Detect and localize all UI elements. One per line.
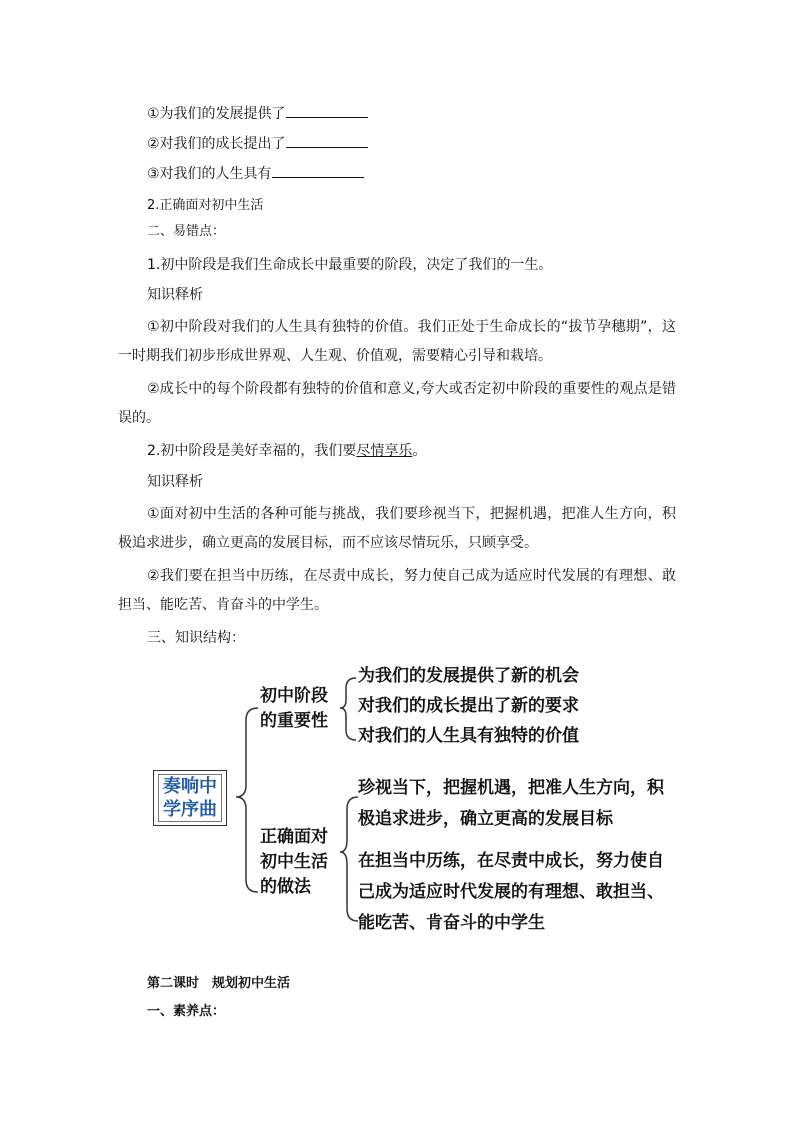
error-2-paragraph-2: ②我们要在担当中历练，在尽责中成长，努力使自己成为适应时代发展的有理想、敢担当、能吃苦、肯奋斗的中学生。 <box>118 568 676 613</box>
root-node <box>158 774 222 822</box>
branch2-leaf-1-line-1: 珍视当下，把握机遇，把准人生方向，积 <box>358 778 664 798</box>
branch2-node-line-3: 的做法 <box>260 877 311 897</box>
root-node-box <box>153 770 227 826</box>
heading-face-junior-life: 2.正确面对初中生活 <box>147 198 264 213</box>
branch2-leaf-1 <box>358 773 664 835</box>
branch1-leaf-3: 对我们的人生具有独特的价值 <box>358 726 579 746</box>
branch2-leaf-2-line-3: 能吃苦、肯奋斗的中学生 <box>358 913 545 933</box>
fill-item-1-text: ①为我们的发展提供了 <box>147 106 286 122</box>
fill-item-3-text: ③对我们的人生具有 <box>147 166 272 182</box>
error-2-title-prefix: 2.初中阶段是美好幸福的，我们要 <box>147 443 357 459</box>
fill-blank-3 <box>272 163 364 178</box>
error-2-analysis-label: 知识释析 <box>147 474 203 490</box>
root-node-line-1: 奏响中 <box>163 776 217 797</box>
branch1-node-line-2: 的重要性 <box>260 711 328 731</box>
fill-item-2-text: ②对我们的成长提出了 <box>147 136 286 152</box>
main-brace <box>236 708 258 892</box>
lesson2-title: 第二课时 规划初中生活 <box>147 976 291 991</box>
branch1-brace <box>340 678 356 740</box>
branch1-node-line-1: 初中阶段 <box>260 686 328 706</box>
error-1-paragraph-1: ①初中阶段对我们的人生具有独特的价值。我们正处于生命成长的“拔节孕穗期”，这一时期我们初步形成世界观、人生观、价值观，需要精心引导和栽培。 <box>118 319 676 364</box>
lesson2-section-1-title: 一、素养点： <box>147 1004 226 1019</box>
error-2-title <box>147 441 426 461</box>
branch2-leaf-1-line-2: 极追求进步，确立更高的发展目标 <box>358 809 613 829</box>
error-1-paragraph-2: ②成长中的每个阶段都有独特的价值和意义,夸大或否定初中阶段的重要性的观点是错误的。 <box>118 381 676 426</box>
branch1-leaf-2: 对我们的成长提出了新的要求 <box>358 696 579 716</box>
error-1-analysis-label: 知识释析 <box>147 287 203 303</box>
error-2-title-underlined: 尽情享乐 <box>356 443 413 459</box>
branch2-leaf-2-line-1: 在担当中历练，在尽责中成长，努力使自 <box>358 851 664 871</box>
branch1-leaf-1: 为我们的发展提供了新的机会 <box>358 666 579 686</box>
fill-item-1 <box>147 103 368 124</box>
fill-item-3 <box>147 163 364 184</box>
branch1-node <box>260 684 328 734</box>
branch2-brace <box>340 797 358 921</box>
branch2-leaf-2-line-2: 己成为适应时代发展的有理想、敢担当、 <box>358 882 664 902</box>
branch2-node-line-1: 正确面对 <box>260 827 328 847</box>
branch2-node <box>260 825 328 900</box>
fill-blank-1 <box>286 103 368 118</box>
error-1-title: 1.初中阶段是我们生命成长中最重要的阶段，决定了我们的一生。 <box>147 257 553 273</box>
branch2-node-line-2: 初中生活 <box>260 852 328 872</box>
section-2-title: 二、易错点： <box>147 224 226 239</box>
fill-item-2 <box>147 133 368 154</box>
fill-blank-2 <box>286 133 368 148</box>
error-2-paragraph-1: ①面对初中生活的各种可能与挑战，我们要珍视当下，把握机遇，把准人生方向，积极追求进步，确立更高的发展目标，而不应该尽情玩乐，只顾享受。 <box>118 506 676 551</box>
branch2-leaf-2 <box>358 846 664 939</box>
section-3-title: 三、知识结构： <box>147 630 245 646</box>
root-node-line-2: 学序曲 <box>163 799 217 820</box>
error-2-title-suffix: 。 <box>412 443 427 459</box>
